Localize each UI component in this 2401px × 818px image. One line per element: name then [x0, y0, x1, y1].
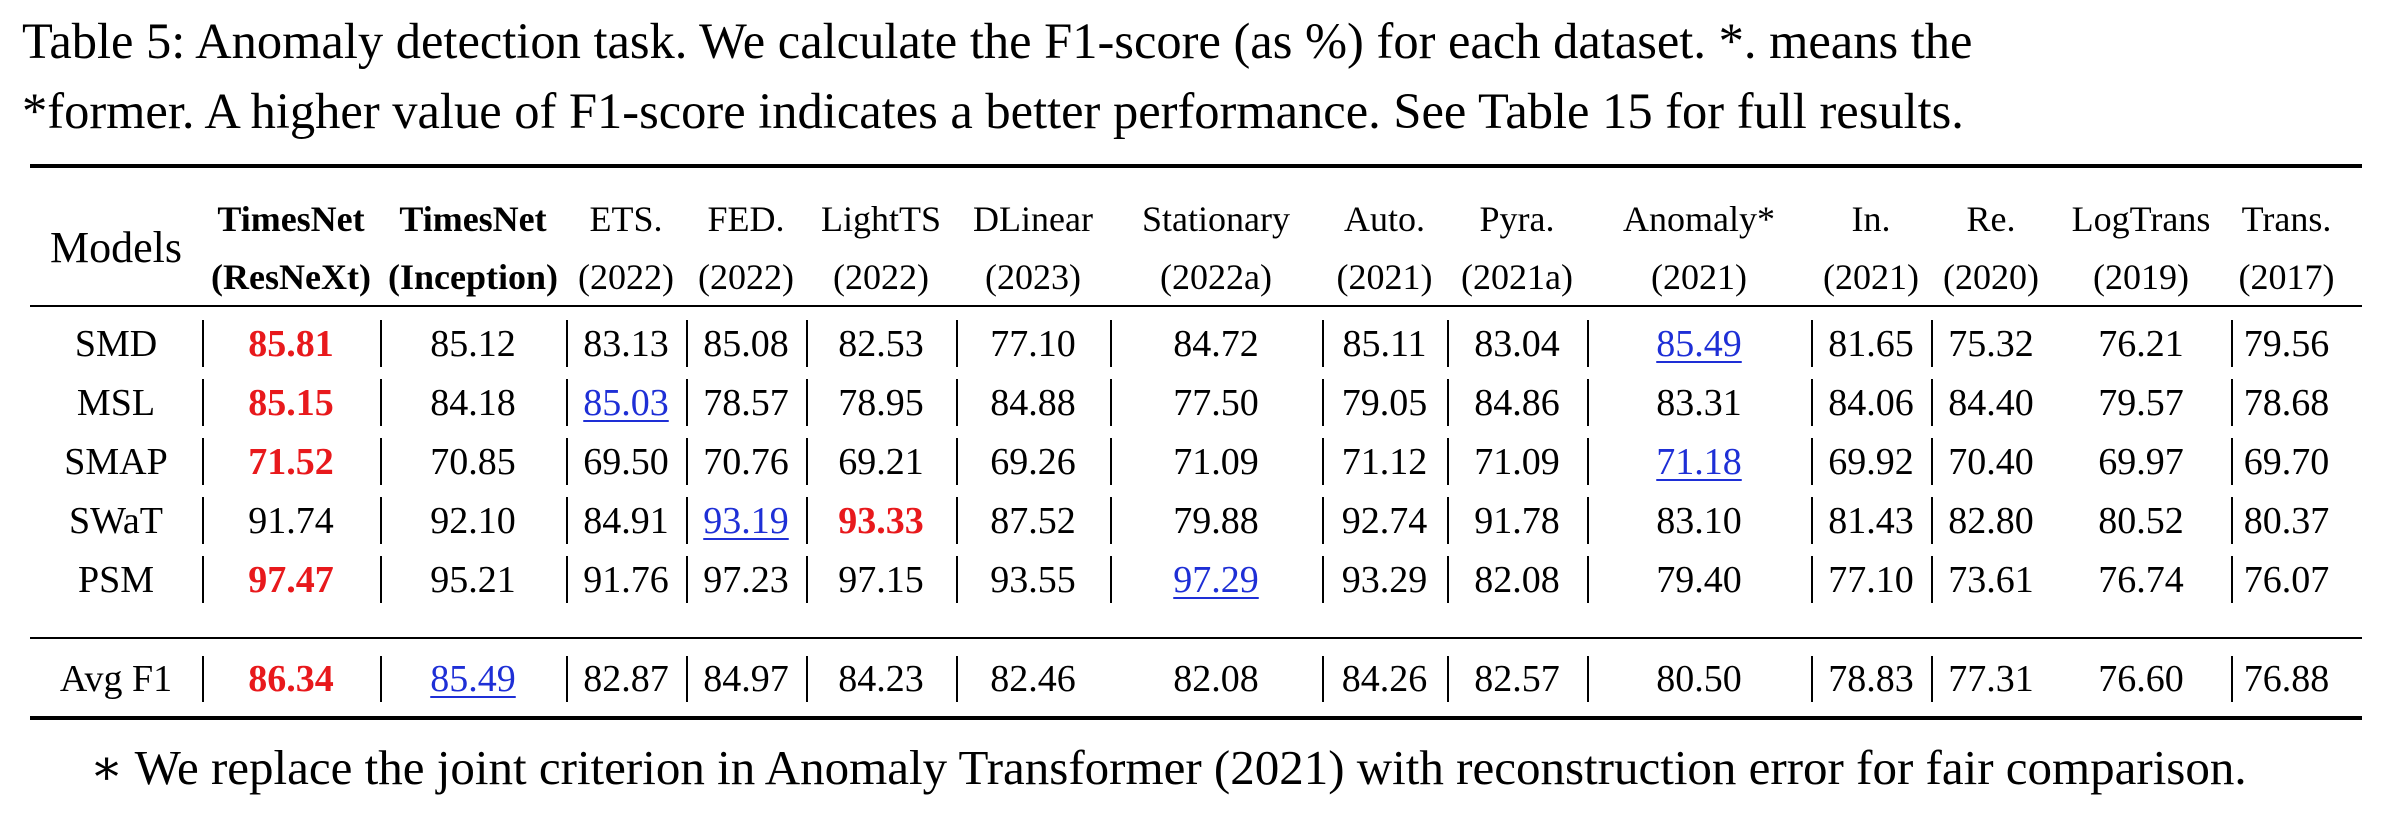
table-cell: [566, 314, 686, 373]
table-cell: [2231, 432, 2342, 491]
cell-value: 84.72: [1173, 322, 1259, 365]
cell-value: 84.40: [1948, 381, 2034, 424]
cell-value: 97.15: [838, 558, 924, 601]
header-model-year: (2022): [698, 257, 794, 297]
cell-value: 78.57: [703, 381, 789, 424]
cell-value: 81.43: [1828, 499, 1914, 542]
table-cell: [956, 650, 1110, 708]
table-header: [30, 190, 2362, 302]
table-cell: [1587, 491, 1811, 550]
cell-value: 82.08: [1173, 658, 1259, 700]
table-cell: [380, 314, 566, 373]
table-cell: [1447, 550, 1587, 609]
cell-value: 71.18: [1656, 440, 1742, 483]
header-model-year: (2021): [1823, 257, 1919, 297]
table-cell: [1931, 314, 2051, 373]
table-cell: [566, 650, 686, 708]
header-model-name: Re.: [1966, 199, 2016, 239]
header-model-name: In.: [1851, 199, 1891, 239]
cell-value: 84.86: [1474, 381, 1560, 424]
header-models-label: Models: [50, 223, 182, 272]
cell-value: 79.57: [2098, 381, 2184, 424]
table-cell: [2231, 550, 2342, 609]
table-cell: [1322, 373, 1447, 432]
header-model-year: (2021a): [1461, 257, 1573, 297]
table-cell: [956, 491, 1110, 550]
cell-value: 84.88: [990, 381, 1076, 424]
table-cell: [806, 373, 956, 432]
cell-value: 85.08: [703, 322, 789, 365]
table-cell: [380, 373, 566, 432]
table-cell: [1322, 550, 1447, 609]
cell-value: 84.23: [838, 658, 924, 700]
cell-value: 91.76: [583, 558, 669, 601]
header-model-name: Auto.: [1344, 199, 1425, 239]
row-dataset-label: PSM: [77, 558, 155, 601]
table-cell: [380, 650, 566, 708]
table-cell: [1322, 491, 1447, 550]
table-cell: [806, 314, 956, 373]
header-model-year: (2017): [2238, 257, 2335, 297]
cell-value: 76.07: [2243, 558, 2330, 601]
row-dataset-label: MSL: [76, 381, 156, 424]
table-cell: [956, 373, 1110, 432]
header-model-name: LogTrans: [2071, 199, 2211, 239]
cell-value: 84.06: [1828, 381, 1914, 424]
table-cell: [1811, 373, 1931, 432]
table-body: [30, 314, 2362, 609]
table-cell: [202, 491, 380, 550]
table-cell: [1587, 373, 1811, 432]
table-avg-row: [30, 650, 2362, 708]
header-model-year: (2021): [1651, 257, 1747, 297]
table-cell: [1931, 491, 2051, 550]
cell-value: 85.49: [1656, 322, 1742, 365]
table-cell: [1110, 432, 1322, 491]
cell-value: 84.91: [583, 499, 669, 542]
cell-value: 91.74: [248, 499, 334, 542]
header-col-9: [1447, 190, 1587, 306]
header-model-year: (2022): [578, 257, 674, 297]
table-cell: [686, 432, 806, 491]
table-cell: [1110, 650, 1322, 708]
table-cell: [686, 550, 806, 609]
cell-value: 84.97: [703, 658, 789, 700]
cell-value: 82.46: [990, 658, 1076, 700]
cell-value: 69.26: [990, 440, 1076, 483]
caption-line-1: Table 5: Anomaly detection task. We calculate the F1-score (as %) for each dataset. *. means the: [22, 13, 1973, 69]
table-footnote: ∗ We replace the joint criterion in Anomaly Transformer (2021) with reconstruction error for fair comparison.: [90, 740, 2247, 795]
cell-value: 82.80: [1948, 499, 2034, 542]
cell-value: 83.04: [1474, 322, 1560, 365]
table-cell: [2051, 314, 2231, 373]
table-cell: [1931, 432, 2051, 491]
header-col-7: [1110, 190, 1322, 306]
table-cell: [1811, 550, 1931, 609]
cell-value: 83.10: [1656, 499, 1742, 542]
table-cell: [956, 314, 1110, 373]
table-cell: [1587, 314, 1811, 373]
cell-value: 92.74: [1341, 499, 1428, 542]
table-cell: [806, 550, 956, 609]
table-cell: [2231, 373, 2342, 432]
table-cell: [380, 432, 566, 491]
cell-value: 71.09: [1173, 440, 1259, 483]
cell-value: 76.74: [2098, 558, 2184, 601]
cell-value: 85.12: [430, 322, 516, 365]
cell-value: 69.92: [1828, 440, 1914, 483]
table-cell: [686, 650, 806, 708]
cell-value: 97.29: [1173, 558, 1259, 601]
header-model-name: Pyra.: [1479, 199, 1555, 239]
table-cell: [686, 314, 806, 373]
cell-value: 80.52: [2098, 499, 2184, 542]
table-cell: [202, 314, 380, 373]
table-cell: [1110, 373, 1322, 432]
header-col-10: [1587, 190, 1811, 306]
cell-value: 71.52: [248, 440, 334, 483]
table-cell: [202, 550, 380, 609]
cell-value: 81.65: [1828, 322, 1914, 365]
cell-value: 80.37: [2243, 499, 2330, 542]
cell-value: 71.12: [1341, 440, 1428, 483]
header-model-name: LightTS: [820, 199, 941, 239]
header-col-12: [1931, 190, 2051, 306]
cell-value: 73.61: [1948, 558, 2034, 601]
cell-value: 85.11: [1342, 322, 1427, 365]
table-cell: [956, 432, 1110, 491]
header-col-11: [1811, 190, 1931, 306]
table-cell: [1110, 314, 1322, 373]
table-cell: [1587, 650, 1811, 708]
table-cell: [2231, 314, 2342, 373]
row-dataset-label: SMAP: [64, 440, 168, 483]
header-model-year: (ResNeXt): [211, 257, 371, 297]
table-cell: [2231, 650, 2342, 708]
table-cell: [2051, 373, 2231, 432]
table-cell: [1931, 650, 2051, 708]
row-dataset-label: SWaT: [68, 499, 164, 542]
table-cell: [1322, 432, 1447, 491]
table-caption: [22, 6, 2392, 146]
header-col-8: [1322, 190, 1447, 306]
table-cell: [1811, 491, 1931, 550]
table-cell: [806, 650, 956, 708]
cell-value: 85.03: [583, 381, 669, 424]
cell-value: 95.21: [430, 558, 516, 601]
header-model-name: DLinear: [973, 199, 1093, 239]
header-model-name: ETS.: [589, 199, 663, 239]
table-cell: [380, 550, 566, 609]
table-cell: [1447, 432, 1587, 491]
table-cell: [1110, 491, 1322, 550]
table-cell: [1447, 373, 1587, 432]
table-cell: [202, 650, 380, 708]
cell-value: 85.81: [248, 322, 334, 365]
cell-value: 70.76: [703, 440, 789, 483]
bottom-rule: [30, 716, 2362, 720]
cell-value: 75.32: [1948, 322, 2034, 365]
cell-value: 84.26: [1341, 658, 1428, 700]
table-cell: [566, 373, 686, 432]
header-model-name: Anomaly*: [1623, 199, 1775, 239]
header-rule: [30, 305, 2362, 307]
header-model-year: (2022): [833, 257, 929, 297]
header-col-13: [2051, 190, 2231, 306]
cell-value: 69.70: [2243, 440, 2330, 483]
cell-value: 71.09: [1474, 440, 1560, 483]
cell-value: 77.10: [1828, 558, 1914, 601]
table-cell: [202, 373, 380, 432]
table-cell: [1811, 314, 1931, 373]
cell-value: 69.50: [583, 440, 669, 483]
cell-value: 77.50: [1173, 381, 1259, 424]
cell-value: 79.56: [2243, 322, 2330, 365]
header-model-year: (2023): [985, 257, 1081, 297]
cell-value: 69.97: [2098, 440, 2184, 483]
cell-value: 70.40: [1948, 440, 2034, 483]
table-cell: [380, 491, 566, 550]
table-cell: [1447, 314, 1587, 373]
cell-value: 76.88: [2243, 658, 2330, 700]
cell-value: 77.10: [990, 322, 1076, 365]
cell-value: 69.21: [838, 440, 924, 483]
header-col-4: [686, 190, 806, 306]
table-cell: [806, 491, 956, 550]
table-cell: [1811, 432, 1931, 491]
cell-value: 93.29: [1341, 558, 1428, 601]
table-cell: [1322, 650, 1447, 708]
cell-value: 76.21: [2098, 322, 2184, 365]
header-col-14: [2231, 190, 2342, 306]
cell-value: 82.53: [838, 322, 924, 365]
row-dataset-label: SMD: [74, 322, 158, 365]
table-cell: [1322, 314, 1447, 373]
cell-value: 83.13: [583, 322, 669, 365]
cell-value: 84.18: [430, 381, 516, 424]
row-dataset-label: Avg F1: [59, 658, 173, 700]
header-col-6: [956, 190, 1110, 306]
table-cell: [2231, 491, 2342, 550]
cell-value: 80.50: [1656, 658, 1742, 700]
table-cell: [1110, 550, 1322, 609]
table-cell: [1587, 432, 1811, 491]
cell-value: 70.85: [430, 440, 516, 483]
cell-value: 79.88: [1173, 499, 1259, 542]
table-cell: [686, 373, 806, 432]
table-cell: [1931, 373, 2051, 432]
header-col-1: [202, 190, 380, 306]
cell-value: 93.19: [703, 499, 789, 542]
cell-value: 78.68: [2243, 381, 2330, 424]
cell-value: 97.23: [703, 558, 789, 601]
cell-value: 85.15: [248, 381, 334, 424]
cell-value: 82.57: [1474, 658, 1560, 700]
cell-value: 78.95: [838, 381, 924, 424]
table-cell: [1587, 550, 1811, 609]
header-col-3: [566, 190, 686, 306]
header-model-year: (2019): [2093, 257, 2189, 297]
table-cell: [566, 491, 686, 550]
header-model-year: (2021): [1336, 257, 1433, 297]
cell-value: 92.10: [430, 499, 516, 542]
cell-value: 86.34: [248, 658, 334, 700]
header-model-name: TimesNet: [399, 199, 547, 239]
caption-line-2: *former. A higher value of F1-score indicates a better performance. See Table 15 for full results.: [22, 83, 1964, 139]
table-cell: [806, 432, 956, 491]
cell-value: 79.05: [1341, 381, 1428, 424]
cell-value: 76.60: [2098, 658, 2184, 700]
table-cell: [686, 491, 806, 550]
cell-value: 93.33: [838, 499, 924, 542]
cell-value: 79.40: [1656, 558, 1742, 601]
cell-value: 77.31: [1948, 658, 2034, 700]
table-cell: [202, 432, 380, 491]
cell-value: 83.31: [1656, 381, 1742, 424]
header-model-name: FED.: [707, 199, 785, 239]
top-rule: [30, 164, 2362, 168]
cell-value: 78.83: [1828, 658, 1914, 700]
avg-rule: [30, 637, 2362, 639]
cell-value: 93.55: [990, 558, 1076, 601]
table-cell: [2051, 432, 2231, 491]
header-model-year: (2020): [1943, 257, 2039, 297]
table-cell: [566, 432, 686, 491]
table-cell: [1447, 650, 1587, 708]
table-cell: [1931, 550, 2051, 609]
header-col-5: [806, 190, 956, 306]
table-cell: [2051, 491, 2231, 550]
cell-value: 97.47: [248, 558, 334, 601]
table-cell: [956, 550, 1110, 609]
header-model-name: Stationary: [1142, 199, 1290, 239]
header-model-year: (2022a): [1160, 257, 1272, 297]
table-cell: [1447, 491, 1587, 550]
cell-value: 82.08: [1474, 558, 1560, 601]
cell-value: 82.87: [583, 658, 669, 700]
table-cell: [566, 550, 686, 609]
header-model-name: TimesNet: [217, 199, 365, 239]
header-model-name: Trans.: [2241, 199, 2332, 239]
header-model-year: (Inception): [388, 257, 558, 297]
table-cell: [1811, 650, 1931, 708]
cell-value: 85.49: [430, 658, 516, 700]
header-col-2: [380, 190, 566, 306]
table-cell: [2051, 550, 2231, 609]
table-cell: [2051, 650, 2231, 708]
cell-value: 91.78: [1474, 499, 1560, 542]
cell-value: 87.52: [990, 499, 1076, 542]
